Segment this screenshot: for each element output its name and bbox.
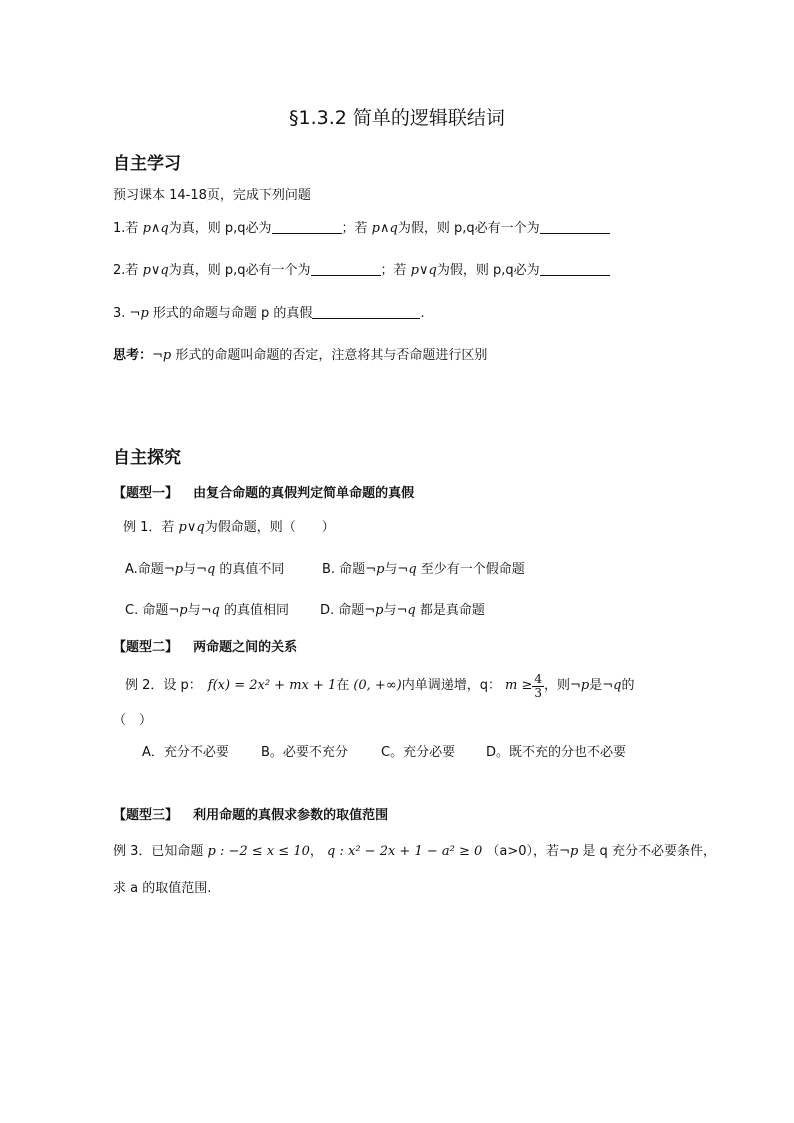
question-number: 2. xyxy=(113,263,126,278)
text: 与 xyxy=(183,562,197,577)
math-not-p: ¬p xyxy=(152,348,172,363)
text: B. 命题 xyxy=(322,562,366,577)
text: 若 xyxy=(125,263,139,278)
math-not-p: ¬p xyxy=(168,603,188,618)
text: 与 xyxy=(384,562,398,577)
math-not-q: ¬q xyxy=(396,603,416,618)
type-title: 由复合命题的真假判定简单命题的真假 xyxy=(193,486,415,501)
math-not-p: ¬p xyxy=(570,678,590,693)
answer-blank[interactable] xyxy=(272,220,342,234)
math-p-or-q: p∨q xyxy=(410,263,437,278)
text: C. 命题 xyxy=(125,603,169,618)
text: 例 3．已知命题 xyxy=(113,844,204,859)
text: 为假，则 p,q必有一个为 xyxy=(397,221,540,236)
math-p-and-q: p∧q xyxy=(371,221,398,236)
option-d[interactable]: D。既不充的分也不必要 xyxy=(486,745,627,760)
answer-blank[interactable] xyxy=(312,305,420,319)
text: 与 xyxy=(187,603,201,618)
text: 在 xyxy=(336,678,350,693)
text: ，则 xyxy=(544,678,571,693)
answer-blank[interactable] xyxy=(540,220,610,234)
math-p-or-q: p∨q xyxy=(178,520,205,535)
section-heading-self-study: 自主学习 xyxy=(113,154,181,174)
text: 是 q 充分不必要条件， xyxy=(582,844,716,859)
example-3 xyxy=(113,843,716,861)
question-2 xyxy=(113,262,610,280)
text: 若 xyxy=(125,221,139,236)
text: 形式的命题叫命题的否定，注意将其与否命题进行区别 xyxy=(175,348,488,363)
math-not-p: ¬p xyxy=(365,562,385,577)
text: 内单调递增，q： xyxy=(401,678,501,693)
type-label: 【题型一】 xyxy=(113,486,179,501)
math-not-q: ¬q xyxy=(602,678,622,693)
text: 为真，则 p,q必有一个为 xyxy=(168,263,311,278)
math-p-or-q: p∨q xyxy=(142,263,169,278)
math-fraction xyxy=(532,673,544,700)
type-title: 两命题之间的关系 xyxy=(193,640,298,655)
text: 与 xyxy=(383,603,397,618)
option-a[interactable]: A．充分不必要 xyxy=(142,745,229,760)
text: （a>0），若 xyxy=(486,844,560,859)
type-title: 利用命题的真假求参数的取值范围 xyxy=(193,808,389,823)
section-heading-self-explore: 自主探究 xyxy=(113,448,181,468)
math-proposition-q: q : x² − 2x + 1 − a² ≥ 0 xyxy=(327,844,483,859)
think-note xyxy=(113,347,487,365)
type-3-heading xyxy=(113,807,388,825)
page-title: §1.3.2 简单的逻辑联结词 xyxy=(289,107,505,129)
math-not-p: ¬p xyxy=(129,306,149,321)
math-interval: (0, +∞) xyxy=(353,678,402,693)
option-d[interactable] xyxy=(320,602,485,620)
question-1 xyxy=(113,220,610,238)
question-number: 1. xyxy=(113,221,126,236)
option-c[interactable]: C。充分必要 xyxy=(381,745,456,760)
text: 的 xyxy=(621,678,635,693)
text: 为假命题，则（ ） xyxy=(204,520,335,535)
text: 的真值不同 xyxy=(219,562,285,577)
option-b[interactable] xyxy=(322,561,525,579)
math-function: f(x) = 2x² + mx + 1 xyxy=(207,678,337,693)
question-3 xyxy=(113,305,425,323)
text: 都是真命题 xyxy=(419,603,485,618)
text: . xyxy=(420,306,425,321)
text: 形式的命题与命题 p 的真假 xyxy=(152,306,313,321)
fraction-denominator: 3 xyxy=(534,685,542,700)
question-number: 3. xyxy=(113,306,126,321)
text: 是 xyxy=(589,678,603,693)
answer-blank[interactable] xyxy=(311,262,381,276)
fraction-numerator: 4 xyxy=(534,671,542,686)
text: 至少有一个假命题 xyxy=(420,562,525,577)
math-proposition-p: p : −2 ≤ x ≤ 10 xyxy=(207,844,310,859)
example-2 xyxy=(125,668,634,704)
math-not-p: ¬p xyxy=(364,603,384,618)
option-b[interactable]: B。必要不充分 xyxy=(261,745,348,760)
text: ， xyxy=(309,844,323,859)
example-2-paren: （ ） xyxy=(113,713,153,728)
math-p-and-q: p∧q xyxy=(142,221,169,236)
math-not-q: ¬q xyxy=(200,603,220,618)
text: ；若 xyxy=(341,221,368,236)
answer-blank[interactable] xyxy=(540,262,610,276)
text: ；若 xyxy=(380,263,407,278)
type-2-heading xyxy=(113,639,297,657)
math-not-q: ¬q xyxy=(397,562,417,577)
type-1-heading xyxy=(113,485,414,503)
math-not-q: ¬q xyxy=(196,562,216,577)
type-label: 【题型二】 xyxy=(113,640,179,655)
text: A.命题 xyxy=(125,562,164,577)
example-3-line-2: 求 a 的取值范围. xyxy=(113,881,212,896)
think-label: 思考： xyxy=(113,348,153,363)
type-label: 【题型三】 xyxy=(113,808,179,823)
option-c[interactable] xyxy=(125,602,289,620)
option-a[interactable] xyxy=(125,561,284,579)
math-not-p: ¬p xyxy=(163,562,184,577)
math-m-geq: m ≥ xyxy=(505,678,533,693)
text: 的真值相同 xyxy=(223,603,289,618)
text: 为真，则 p,q必为 xyxy=(168,221,272,236)
text: 例 1．若 xyxy=(123,520,175,535)
intro-text: 预习课本 14-18页，完成下列问题 xyxy=(113,188,311,203)
example-1 xyxy=(123,519,335,537)
text: D. 命题 xyxy=(320,603,365,618)
math-not-p: ¬p xyxy=(559,844,579,859)
text: 例 2．设 p： xyxy=(125,678,202,693)
text: 为假，则 p,q必为 xyxy=(436,263,540,278)
